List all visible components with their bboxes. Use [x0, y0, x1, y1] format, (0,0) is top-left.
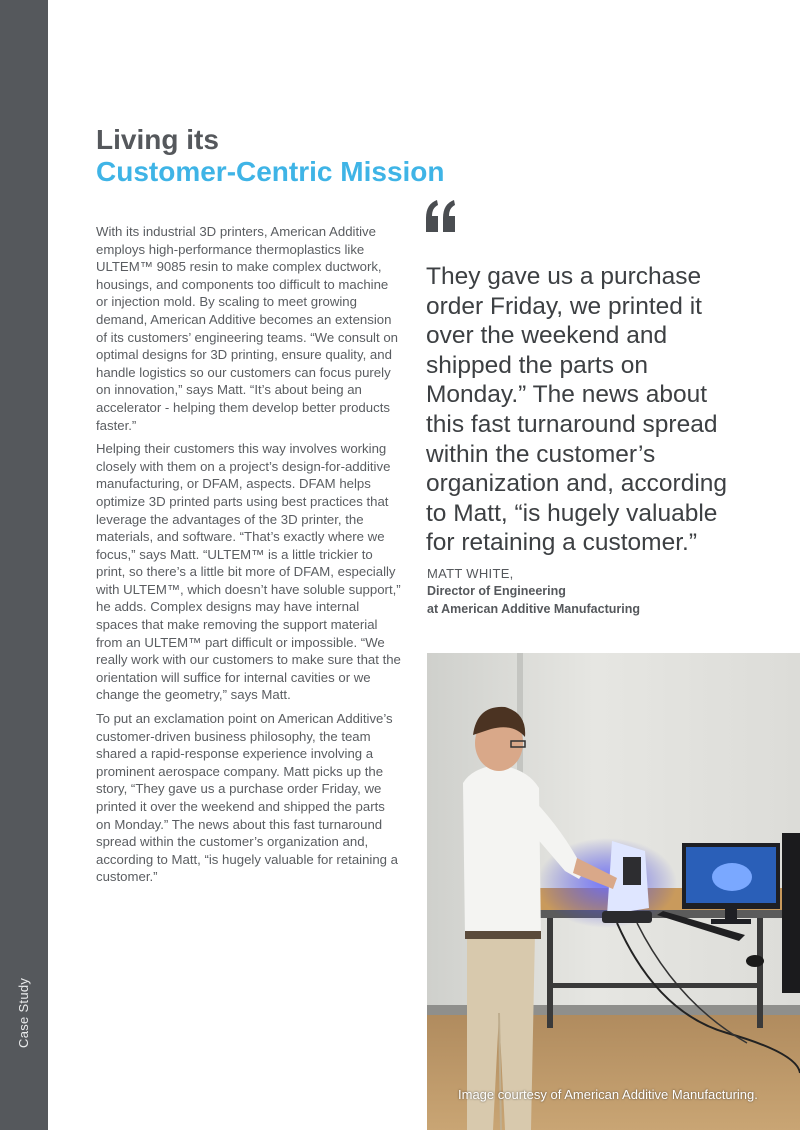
sidebar-band — [0, 0, 48, 1130]
body-paragraph-3: To put an exclamation point on American Additive’s customer-driven business philosophy, the team shared a rapid-response experience involving a prominent aerospace company. Matt picks up the story, “They gave us a purchase order Friday, we printed it over the weekend and shipped the parts on Monday.” The news about this fast turnaround spread within the customer’s organization and, according to Matt, “is hugely valuable for retaining a customer.” — [96, 711, 399, 885]
quote-author-name: MATT WHITE, — [427, 566, 514, 581]
quote-author-org: at American Additive Manufacturing — [427, 602, 640, 616]
quote-mark-icon — [424, 196, 458, 236]
page-title-line1: Living its — [96, 124, 219, 155]
photo-caption: Image courtesy of American Additive Manufacturing. — [458, 1087, 758, 1102]
page-title-line2: Customer-Centric Mission — [96, 156, 445, 187]
body-paragraph-2: Helping their customers this way involves working closely with them on a project’s design-for-additive manufacturing, or DFAM, aspects. DFAM helps optimize 3D printed parts using best practices that leverage the advantages of the 3D printer, the materials, and software. “That’s exactly where we focus,” says Matt. “ULTEM™ is a little trickier to print, so there’s a little bit more of DFAM, especially with ULTEM™, which doesn’t have soluble support,” he adds. Complex designs may have internal spaces that make removing the support material from an ULTEM™ part difficult or impossible. “We really work with our customers to make sure that the orientation will suffice for internal cavities or we change the geometry,” says Matt. — [96, 441, 401, 703]
quote-author-role: Director of Engineering — [427, 584, 566, 598]
body-paragraph-1: With its industrial 3D printers, American Additive employs high-performance thermoplastics like ULTEM™ 9085 resin to make complex ductwork, housings, and components too difficult to machine or injection mold. By scaling to meet growing demand, American Additive becomes an extension of its customers’ engineering teams. “We consult on optimal designs for 3D printing, ensure quality, and handle logistics so our customers can focus purely on innovation,” says Matt. “It’s about being an accelerator - helping them develop better products faster.” — [96, 224, 398, 433]
section-label: Case Study — [16, 977, 31, 1048]
pull-quote: They gave us a purchase order Friday, we printed it over the weekend and shipped the parts on Monday.” The news about this fast turnaround spread within the customer’s organization and, according to Matt, “is hugely valuable for retaining a customer.” — [426, 263, 728, 557]
workshop-photo — [427, 653, 800, 1130]
body-text-column — [96, 223, 402, 892]
